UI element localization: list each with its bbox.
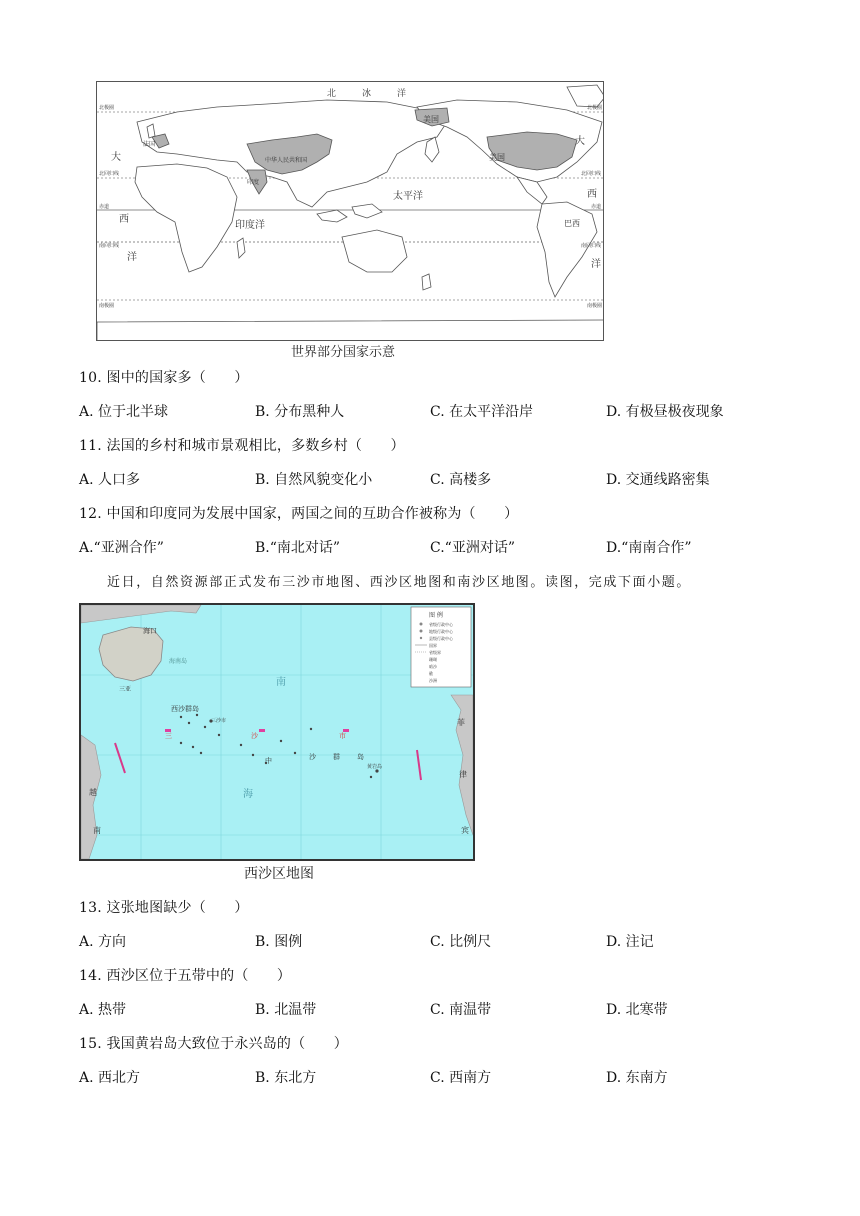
- hainan-label: 海南岛: [169, 658, 188, 665]
- equator-label: 赤道: [99, 204, 110, 210]
- legend-item-6: 珊瑚: [429, 657, 437, 662]
- reading-intro: 近日，自然资源部正式发布三沙市地图、西沙区地图和南沙区地图。读图，完成下面小题。: [107, 575, 692, 590]
- arctic-label-1: 北: [327, 89, 337, 99]
- world-map: [96, 81, 604, 341]
- q11-option-c[interactable]: C. 高楼多: [430, 472, 492, 488]
- zhongsha-4: 岛: [357, 753, 364, 761]
- world-map-caption: 世界部分国家示意: [291, 345, 396, 360]
- sanya-label: 三亚: [119, 686, 132, 693]
- sansha-city-label: 三沙市: [211, 718, 227, 724]
- atlantic-right-2: 西: [587, 189, 597, 200]
- china-label: 中华人民共和国: [265, 157, 308, 164]
- question-10: 10. 图中的国家多（ ）: [79, 370, 249, 386]
- philippines-label-1: 菲: [457, 718, 465, 727]
- q10-option-c[interactable]: C. 在太平洋沿岸: [430, 404, 534, 420]
- zhongsha-1: 中: [265, 757, 272, 765]
- q12-option-c[interactable]: C.“亚洲对话”: [430, 540, 515, 556]
- legend-item-9: 沙洲: [429, 678, 437, 683]
- q11-option-b[interactable]: B. 自然风貌变化小: [255, 472, 373, 488]
- vietnam-label-2: 南: [93, 826, 101, 835]
- question-14: 14. 西沙区位于五带中的（ ）: [79, 968, 292, 984]
- huangyan-label: 黄岩岛: [367, 764, 383, 770]
- q13-option-a[interactable]: A. 方向: [79, 934, 127, 950]
- south-sea-1: 南: [276, 677, 286, 688]
- legend-item-8: 礁: [429, 671, 433, 676]
- xisha-islands-label: 西沙群岛: [171, 705, 199, 713]
- tropic-capricorn-label-r: 南回归线: [581, 243, 602, 249]
- philippines-label-2: 律: [459, 770, 467, 779]
- q10-option-d[interactable]: D. 有极昼极夜现象: [606, 404, 724, 420]
- q15-option-a[interactable]: A. 西北方: [79, 1070, 141, 1086]
- legend-item-4: 国界: [429, 643, 437, 648]
- arctic-circle-label-r: 北极圈: [587, 105, 603, 111]
- atlantic-right-1: 大: [575, 136, 585, 147]
- legend-item-3: 县级行政中心: [429, 636, 453, 641]
- q12-option-d[interactable]: D.“南南合作”: [606, 540, 692, 556]
- indian-label: 印度洋: [235, 220, 265, 231]
- arctic-label-2: 冰: [362, 89, 372, 99]
- question-13: 13. 这张地图缺少（ ）: [79, 900, 249, 916]
- question-11: 11. 法国的乡村和城市景观相比，多数乡村（ ）: [79, 438, 405, 454]
- tropic-cancer-label-r: 北回归线: [581, 171, 602, 177]
- equator-label-r: 赤道: [591, 204, 602, 210]
- q13-option-c[interactable]: C. 比例尺: [430, 934, 492, 950]
- brazil-label: 巴西: [564, 219, 580, 228]
- france-label: 法国: [143, 141, 156, 148]
- q14-option-a[interactable]: A. 热带: [79, 1002, 127, 1018]
- sansha-big-1: 三: [165, 732, 172, 740]
- q14-option-c[interactable]: C. 南温带: [430, 1002, 492, 1018]
- q12-option-a[interactable]: A.“亚洲合作”: [79, 540, 164, 556]
- atlantic-left-1: 大: [111, 152, 121, 163]
- legend-title: 图 例: [429, 612, 443, 619]
- atlantic-right-3: 洋: [591, 259, 601, 270]
- zhongsha-2: 沙: [309, 753, 316, 761]
- legend-item-5: 省级界: [429, 650, 441, 655]
- antarctic-circle-label-r: 南极圈: [587, 303, 603, 309]
- india-label: 印度: [247, 179, 260, 186]
- q13-option-b[interactable]: B. 图例: [255, 934, 303, 950]
- vietnam-label-1: 越: [89, 788, 97, 797]
- xisha-map: [79, 603, 475, 861]
- q14-option-b[interactable]: B. 北温带: [255, 1002, 317, 1018]
- legend-item-2: 地级行政中心: [429, 629, 453, 634]
- q15-option-c[interactable]: C. 西南方: [430, 1070, 492, 1086]
- tropic-cancer-label: 北回归线: [99, 171, 120, 177]
- alaska-label: 美国: [423, 115, 439, 124]
- south-sea-2: 海: [243, 789, 253, 800]
- arctic-circle-label: 北极圈: [99, 105, 115, 111]
- q15-option-b[interactable]: B. 东北方: [255, 1070, 317, 1086]
- zhongsha-3: 群: [333, 753, 340, 761]
- sansha-big-3: 市: [339, 732, 346, 740]
- sansha-big-2: 沙: [251, 732, 258, 740]
- q15-option-d[interactable]: D. 东南方: [606, 1070, 668, 1086]
- xisha-map-caption: 西沙区地图: [244, 866, 314, 882]
- usa-label: 美国: [489, 153, 505, 162]
- legend-item-1: 省级行政中心: [429, 622, 453, 627]
- q14-option-d[interactable]: D. 北寒带: [606, 1002, 668, 1018]
- question-15: 15. 我国黄岩岛大致位于永兴岛的（ ）: [79, 1036, 348, 1052]
- tropic-capricorn-label: 南回归线: [99, 243, 120, 249]
- q10-option-b[interactable]: B. 分布黑种人: [255, 404, 345, 420]
- q10-option-a[interactable]: A. 位于北半球: [79, 404, 169, 420]
- atlantic-left-3: 洋: [127, 252, 137, 263]
- q13-option-d[interactable]: D. 注记: [606, 934, 654, 950]
- q11-option-d[interactable]: D. 交通线路密集: [606, 472, 710, 488]
- philippines-label-3: 宾: [461, 826, 469, 835]
- arctic-label-3: 洋: [397, 89, 407, 99]
- q11-option-a[interactable]: A. 人口多: [79, 472, 141, 488]
- haikou-label: 海口: [143, 627, 157, 635]
- pacific-label: 太平洋: [393, 191, 423, 202]
- question-12: 12. 中国和印度同为发展中国家，两国之间的互助合作被称为（ ）: [79, 506, 519, 522]
- q12-option-b[interactable]: B.“南北对话”: [255, 540, 341, 556]
- antarctic-circle-label: 南极圈: [99, 303, 115, 309]
- legend-item-7: 暗沙: [429, 664, 437, 669]
- atlantic-left-2: 西: [119, 214, 129, 225]
